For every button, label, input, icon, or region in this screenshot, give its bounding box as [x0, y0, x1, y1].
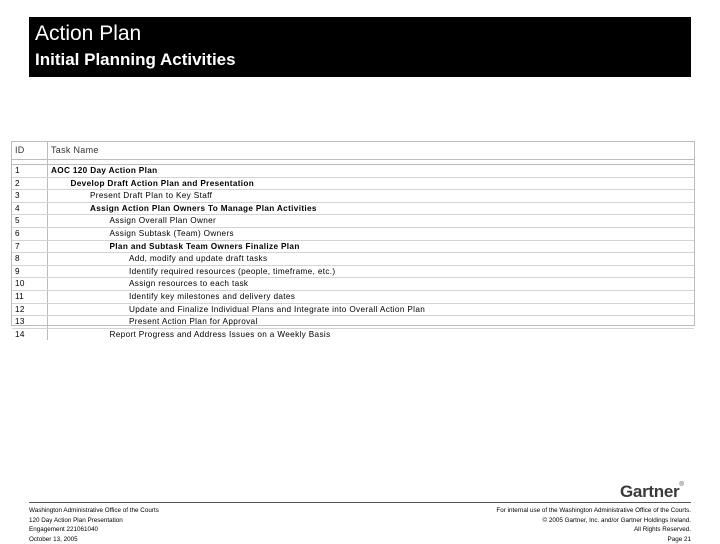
logo-registered-mark: ®: [679, 482, 683, 488]
task-name: Assign Action Plan Owners To Manage Plan Activities: [48, 203, 694, 215]
gartner-logo: [620, 482, 683, 502]
task-id: 12: [12, 304, 48, 316]
task-id: 10: [12, 278, 48, 290]
table-row: [12, 178, 694, 191]
task-id: 4: [12, 203, 48, 215]
task-id: 6: [12, 228, 48, 240]
task-name: Update and Finalize Individual Plans and Integrate into Overall Action Plan: [48, 304, 694, 316]
task-id: 13: [12, 316, 48, 328]
footer-rights: All Rights Reserved.: [496, 525, 691, 535]
column-header-id: ID: [12, 142, 48, 159]
footer-copyright: © 2005 Gartner, Inc. and/or Gartner Holdings Ireland.: [496, 516, 691, 526]
title-bar: [29, 17, 691, 77]
task-name: Add, modify and update draft tasks: [48, 253, 694, 265]
footer-presentation: 120 Day Action Plan Presentation: [29, 516, 159, 526]
task-id: 7: [12, 241, 48, 253]
page-subtitle: Initial Planning Activities: [35, 49, 691, 71]
footer-org: Washington Administrative Office of the Courts: [29, 506, 159, 516]
table-row: [12, 253, 694, 266]
task-name: Present Action Plan for Approval: [48, 316, 694, 328]
footer-left: [29, 506, 159, 544]
footer-date: October 13, 2005: [29, 535, 159, 544]
table-row: [12, 329, 694, 341]
task-table: [11, 141, 695, 326]
task-name: Identify key milestones and delivery dates: [48, 291, 694, 303]
table-row: [12, 304, 694, 317]
task-name: Identify required resources (people, timeframe, etc.): [48, 266, 694, 278]
footer-divider: [29, 502, 691, 503]
logo-text: Gartner: [620, 482, 679, 501]
task-name: Report Progress and Address Issues on a Weekly Basis: [48, 329, 694, 341]
footer-engagement: Engagement 221061040: [29, 525, 159, 535]
task-name: Plan and Subtask Team Owners Finalize Plan: [48, 241, 694, 253]
header-spacer-id-cell: [12, 160, 48, 164]
task-id: 8: [12, 253, 48, 265]
task-name: Develop Draft Action Plan and Presentation: [48, 178, 694, 190]
table-row: [12, 165, 694, 178]
task-name: Assign resources to each task: [48, 278, 694, 290]
table-row: [12, 228, 694, 241]
footer-right: [496, 506, 691, 544]
task-rows: [12, 165, 694, 340]
footer-usage-note: For internal use of the Washington Administrative Office of the Courts.: [496, 506, 691, 516]
column-header-task-name: Task Name: [48, 142, 694, 159]
task-id: 2: [12, 178, 48, 190]
table-row: [12, 316, 694, 329]
task-name: Present Draft Plan to Key Staff: [48, 190, 694, 202]
footer-page-number: Page 21: [496, 535, 691, 544]
table-row: [12, 291, 694, 304]
table-row: [12, 203, 694, 216]
table-row: [12, 278, 694, 291]
table-row: [12, 190, 694, 203]
task-id: 5: [12, 215, 48, 227]
task-id: 9: [12, 266, 48, 278]
task-id: 14: [12, 329, 48, 341]
task-name: Assign Subtask (Team) Owners: [48, 228, 694, 240]
task-id: 3: [12, 190, 48, 202]
task-name: Assign Overall Plan Owner: [48, 215, 694, 227]
task-name: AOC 120 Day Action Plan: [48, 165, 694, 177]
table-row: [12, 266, 694, 279]
table-row: [12, 215, 694, 228]
task-id: 11: [12, 291, 48, 303]
task-id: 1: [12, 165, 48, 177]
page-title: Action Plan: [35, 21, 691, 47]
task-table-header: [12, 142, 694, 160]
table-row: [12, 241, 694, 254]
